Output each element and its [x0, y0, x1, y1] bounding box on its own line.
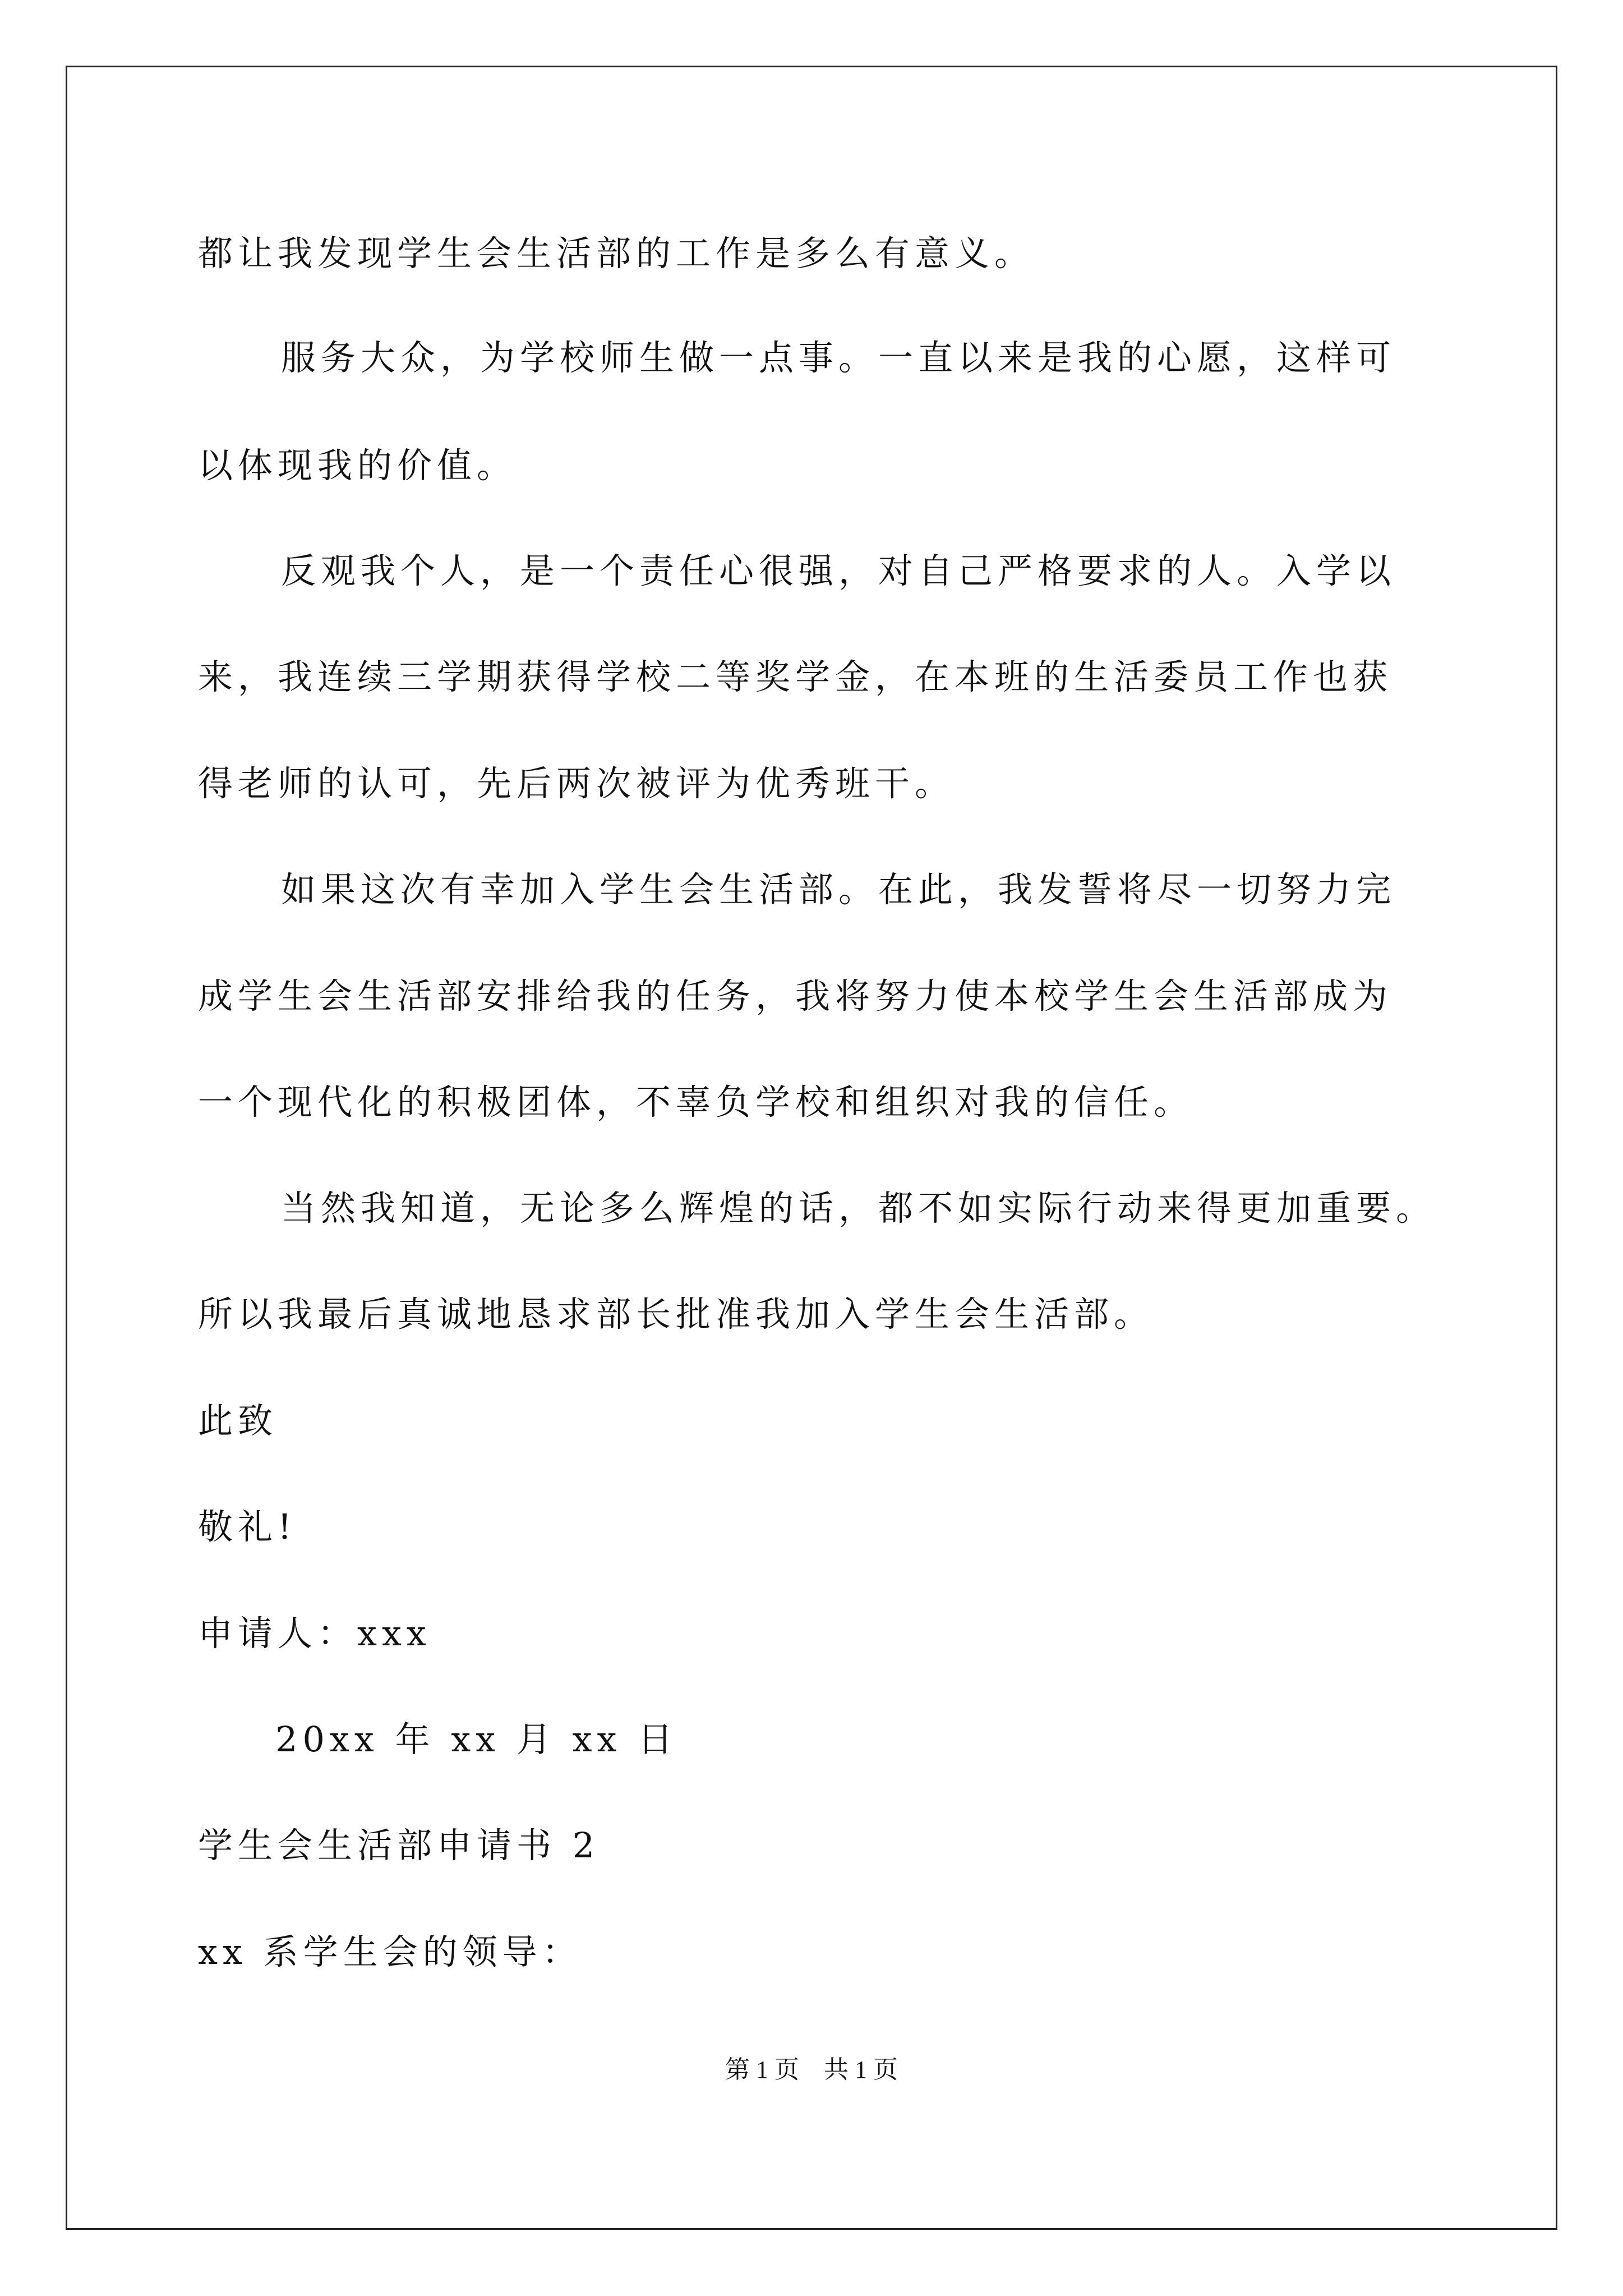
paragraph-line: 成学生会生活部安排给我的任务，我将努力使本校学生会生活部成为: [198, 976, 1393, 1016]
section-title: 学生会生活部申请书 2: [198, 1825, 600, 1866]
salutation-line: 敬礼!: [198, 1506, 297, 1547]
addressee-line: xx 系学生会的领导：: [198, 1931, 582, 1972]
paragraph-line: 一个现代化的积极团体，不辜负学校和组织对我的信任。: [198, 1082, 1194, 1122]
page-border: [66, 66, 1557, 2230]
paragraph-line: 以体现我的价值。: [198, 445, 517, 486]
paragraph-line: 得老师的认可，先后两次被评为优秀班干。: [198, 763, 955, 804]
paragraph-line: 都让我发现学生会生活部的工作是多么有意义。: [198, 233, 1035, 274]
paragraph-line: 服务大众，为学校师生做一点事。一直以来是我的心愿，这样可: [281, 337, 1396, 378]
paragraph-line: 如果这次有幸加入学生会生活部。在此，我发誓将尽一切努力完: [281, 869, 1396, 910]
page-number-footer: 第 1 页 共 1 页: [725, 2056, 898, 2083]
paragraph-line: 反观我个人，是一个责任心很强，对自己严格要求的人。入学以: [281, 550, 1396, 591]
paragraph-line: 所以我最后真诚地恳求部长批准我加入学生会生活部。: [198, 1294, 1154, 1335]
applicant-line: 申请人：xxx: [198, 1613, 431, 1654]
closing-line: 此致: [198, 1400, 278, 1441]
paragraph-line: 来，我连续三学期获得学校二等奖学金，在本班的生活委员工作也获: [198, 656, 1393, 697]
date-line: 20xx 年 xx 月 xx 日: [275, 1719, 678, 1760]
paragraph-line: 当然我知道，无论多么辉煌的话，都不如实际行动来得更加重要。: [281, 1188, 1436, 1228]
